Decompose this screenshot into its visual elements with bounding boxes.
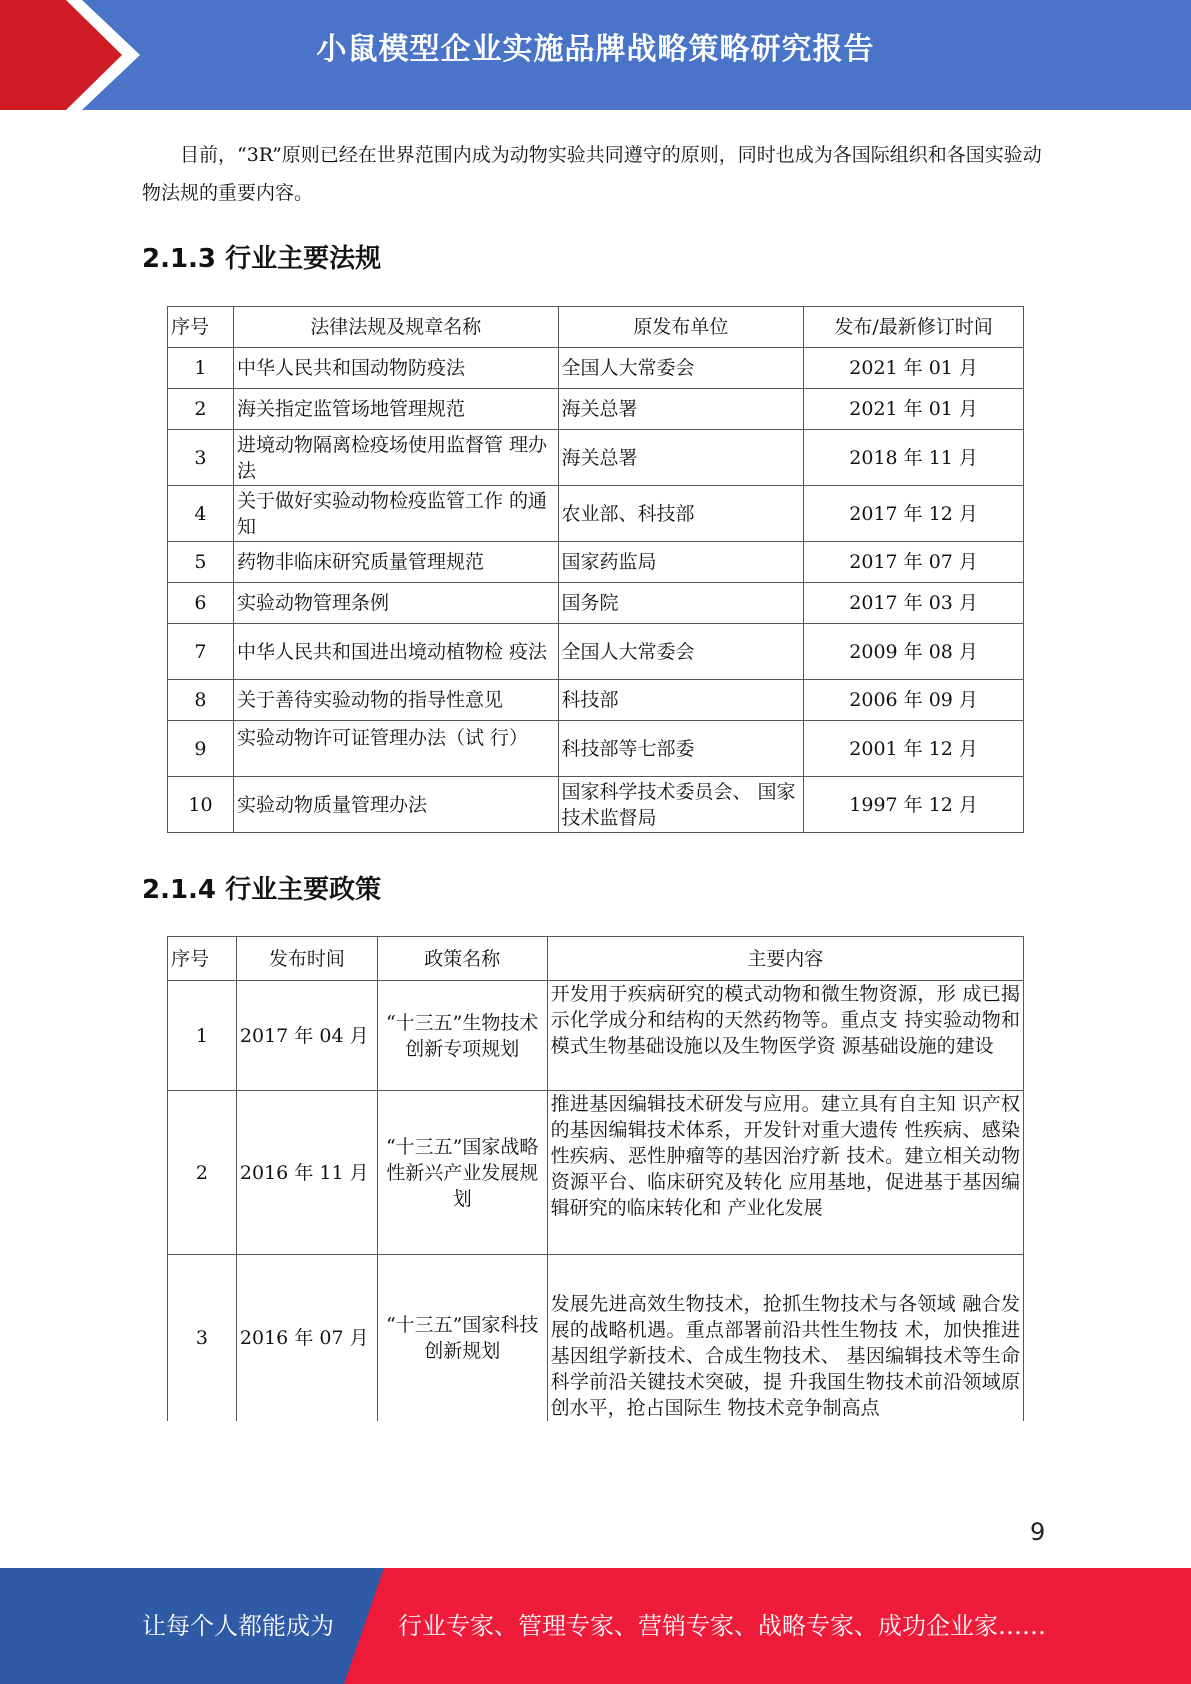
- row-number: 8: [168, 680, 234, 721]
- issue-date: 1997 年 12 月: [804, 777, 1024, 833]
- issue-date: 2006 年 09 月: [804, 680, 1024, 721]
- policies-table: [167, 936, 1024, 1421]
- law-name: 海关指定监管场地管理规范: [233, 389, 558, 430]
- table-row: [168, 1255, 1024, 1421]
- section-heading-policies: 2.1.4 行业主要政策: [142, 875, 382, 905]
- policy-content: 推进基因编辑技术研发与应用。建立具有自主知 识产权的基因编辑技术体系，开发针对重大遗传 性疾病、感染性疾病、恶性肿瘤等的基因治疗新 技术。建立相关动物资源平台、临床研究及转化 应用基地，促进基于基因编辑研究的临床转化和 产业化发展: [547, 1091, 1023, 1255]
- column-header: 发布/最新修订时间: [804, 307, 1024, 348]
- issue-date: 2001 年 12 月: [804, 721, 1024, 777]
- table-row: [168, 430, 1024, 486]
- issuing-org: 国务院: [558, 583, 804, 624]
- column-header: 原发布单位: [558, 307, 804, 348]
- table-row: [168, 583, 1024, 624]
- law-name: 关于做好实验动物检疫监管工作 的通知: [233, 486, 558, 542]
- issue-date: 2017 年 07 月: [804, 542, 1024, 583]
- row-number: 3: [168, 1255, 237, 1421]
- law-name: 实验动物管理条例: [233, 583, 558, 624]
- issue-date: 2021 年 01 月: [804, 348, 1024, 389]
- footer-slogan-right: 行业专家、管理专家、营销专家、战略专家、成功企业家……: [398, 1612, 1046, 1640]
- policy-name: “十三五”国家战略性新兴产业发展规划: [377, 1091, 547, 1255]
- row-number: 3: [168, 430, 234, 486]
- page-number: 9: [1030, 1518, 1046, 1546]
- law-name: 实验动物质量管理办法: [233, 777, 558, 833]
- intro-paragraph: 目前，“3R”原则已经在世界范围内成为动物实验共同遵守的原则，同时也成为各国际组织和各国实验动物法规的重要内容。: [142, 144, 1042, 204]
- laws-table: [167, 306, 1024, 833]
- row-number: 2: [168, 1091, 237, 1255]
- table-row: [168, 389, 1024, 430]
- issuing-org: 科技部: [558, 680, 804, 721]
- issuing-org: 科技部等七部委: [558, 721, 804, 777]
- issue-date: 2017 年 12 月: [804, 486, 1024, 542]
- row-number: 7: [168, 624, 234, 680]
- row-number: 1: [168, 981, 237, 1091]
- law-name: 关于善待实验动物的指导性意见: [233, 680, 558, 721]
- law-name: 实验动物许可证管理办法（试 行）: [233, 721, 558, 777]
- table-row: [168, 348, 1024, 389]
- section-heading-laws: 2.1.3 行业主要法规: [142, 244, 382, 274]
- row-number: 10: [168, 777, 234, 833]
- issuing-org: 全国人大常委会: [558, 348, 804, 389]
- column-header: 序号: [168, 307, 234, 348]
- policy-date: 2016 年 07 月: [236, 1255, 377, 1421]
- table-header-row: [168, 307, 1024, 348]
- table-row: [168, 981, 1024, 1091]
- row-number: 5: [168, 542, 234, 583]
- policy-content: 开发用于疾病研究的模式动物和微生物资源，形 成已揭示化学成分和结构的天然药物等。重点支 持实验动物和模式生物基础设施以及生物医学资 源基础设施的建设: [547, 981, 1023, 1091]
- issue-date: 2018 年 11 月: [804, 430, 1024, 486]
- issuing-org: 农业部、科技部: [558, 486, 804, 542]
- column-header: 主要内容: [547, 937, 1023, 981]
- column-header: 发布时间: [236, 937, 377, 981]
- policy-content: 发展先进高效生物技术，抢抓生物技术与各领域 融合发展的战略机遇。重点部署前沿共性生物技 术，加快推进基因组学新技术、合成生物技术、 基因编辑技术等生命科学前沿关键技术突破，提 升我国生物技术前沿领域原创水平，抢占国际生 物技术竞争制高点: [547, 1255, 1023, 1421]
- issuing-org: 海关总署: [558, 389, 804, 430]
- column-header: 政策名称: [377, 937, 547, 981]
- policy-date: 2016 年 11 月: [236, 1091, 377, 1255]
- table-row: [168, 486, 1024, 542]
- table-row: [168, 624, 1024, 680]
- row-number: 4: [168, 486, 234, 542]
- table-header-row: [168, 937, 1024, 981]
- issuing-org: 海关总署: [558, 430, 804, 486]
- law-name: 进境动物隔离检疫场使用监督管 理办法: [233, 430, 558, 486]
- law-name: 中华人民共和国进出境动植物检 疫法: [233, 624, 558, 680]
- table-row: [168, 721, 1024, 777]
- footer-slogan-left: 让每个人都能成为: [142, 1612, 334, 1640]
- issuing-org: 国家药监局: [558, 542, 804, 583]
- policy-date: 2017 年 04 月: [236, 981, 377, 1091]
- report-title: 小鼠模型企业实施品牌战略策略研究报告: [316, 32, 875, 67]
- row-number: 1: [168, 348, 234, 389]
- table-row: [168, 1091, 1024, 1255]
- issue-date: 2021 年 01 月: [804, 389, 1024, 430]
- policy-name: “十三五”生物技术创新专项规划: [377, 981, 547, 1091]
- table-row: [168, 680, 1024, 721]
- page-footer: [0, 1568, 1191, 1684]
- issue-date: 2009 年 08 月: [804, 624, 1024, 680]
- column-header: 法律法规及规章名称: [233, 307, 558, 348]
- issuing-org: 国家科学技术委员会、 国家技术监督局: [558, 777, 804, 833]
- law-name: 中华人民共和国动物防疫法: [233, 348, 558, 389]
- page-header: [0, 0, 1191, 110]
- table-row: [168, 542, 1024, 583]
- column-header: 序号: [168, 937, 237, 981]
- row-number: 2: [168, 389, 234, 430]
- table-row: [168, 777, 1024, 833]
- row-number: 9: [168, 721, 234, 777]
- row-number: 6: [168, 583, 234, 624]
- law-name: 药物非临床研究质量管理规范: [233, 542, 558, 583]
- policy-name: “十三五”国家科技创新规划: [377, 1255, 547, 1421]
- issuing-org: 全国人大常委会: [558, 624, 804, 680]
- issue-date: 2017 年 03 月: [804, 583, 1024, 624]
